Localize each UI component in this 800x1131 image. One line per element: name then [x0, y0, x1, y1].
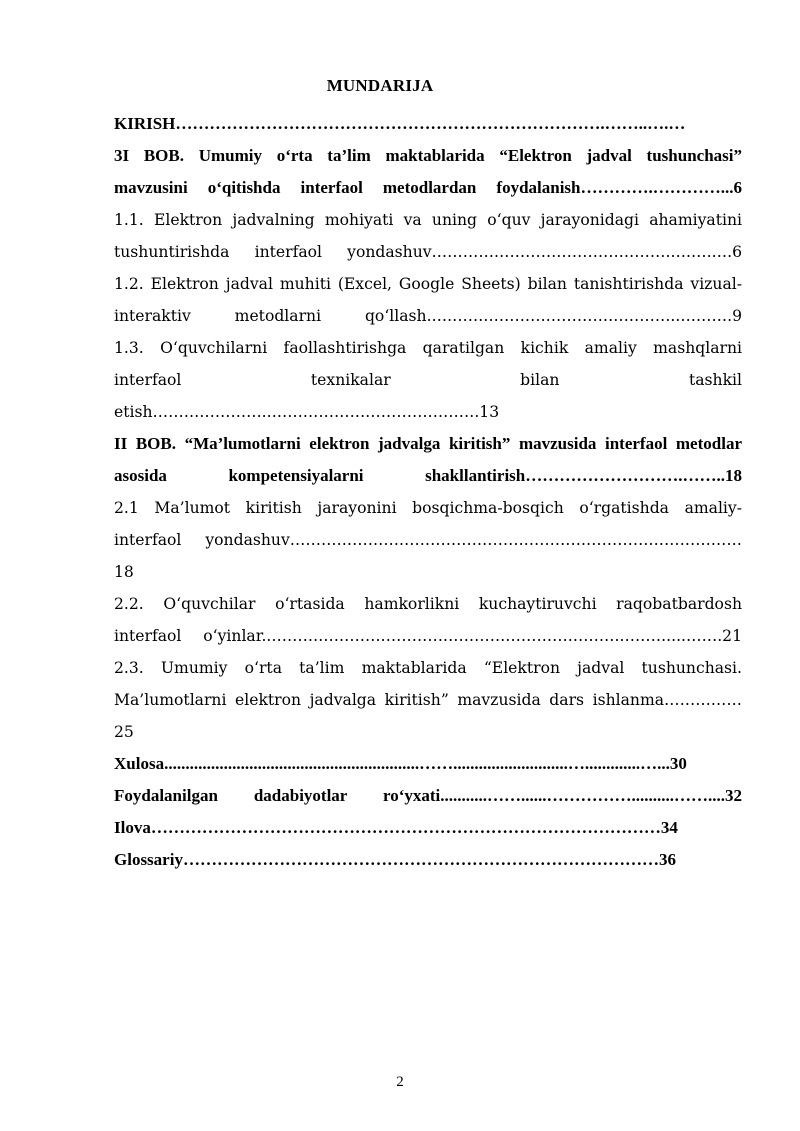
toc-entry-references[interactable]: Foydalanilgan dadabiyotlar ro‘yxati...........……......……………..........……....32	[114, 786, 742, 805]
toc-entry-chapter-2[interactable]: II BOB. “Ma’lumotlarni elektron jadvalga kiritish” mavzusida interfaol metodlar asosida kompetensiyalarni shakllantirish……………………….……..18	[114, 434, 742, 485]
toc-entry-glossariy[interactable]: Glossariy…………………………………………………………………………36	[114, 850, 676, 869]
toc-entry-section-1-3[interactable]: 1.3. O‘quvchilarni faollashtirishga qaratilgan kichik amaliy mashqlarni interfaol texnikalar bilan tashkil etish…………………..………………………………….13	[114, 339, 742, 421]
table-of-contents	[114, 108, 742, 876]
toc-entry-chapter-1[interactable]: 3I BOB. Umumiy o‘rta ta’lim maktablarida “Elektron jadval tushunchasi” mavzusini o‘qitishda interfaol metodlardan foydalanish………….…………...6	[114, 146, 742, 197]
page-title: MUNDARIJA	[326, 76, 434, 95]
page-number: 2	[396, 1074, 404, 1090]
toc-entry-section-2-2[interactable]: 2.2. O‘quvchilar o‘rtasida hamkorlikni kuchaytiruvchi raqobatbardosh interfaol o‘yinlar..………………………………………………………….………....…….21	[114, 595, 742, 645]
toc-entry-section-1-1[interactable]: 1.1. Elektron jadvalning mohiyati va uning o‘quv jarayonidagi ahamiyatini tushuntirishda interfaol yondashuv……………………………………….….….….6	[114, 211, 742, 261]
toc-entry-section-1-2[interactable]: 1.2. Elektron jadval muhiti (Excel, Google Sheets) bilan tanishtirishda vizual-interaktiv metodlarni qo‘llash.….……………………………………..……….9	[114, 275, 742, 325]
toc-entry-kirish[interactable]: KIRISH………………………………………………………………….……..….…	[114, 114, 686, 133]
toc-entry-section-2-3[interactable]: 2.3. Umumiy o‘rta ta’lim maktablarida “Elektron jadval tushunchasi. Ma’lumotlarni elektron jadvalga kiritish” mavzusida dars ishlanma……………25	[114, 659, 742, 741]
toc-entry-xulosa[interactable]: Xulosa............................................................……...........................….............…...30	[114, 754, 687, 773]
toc-entry-section-2-1[interactable]: 2.1 Ma’lumot kiritish jarayonini bosqichma-bosqich o‘rgatishda amaliy-interfaol yondashuv……………………………………………………………………………18	[114, 499, 742, 581]
toc-entry-ilova[interactable]: Ilova………………………………………………………………………………34	[114, 818, 678, 837]
